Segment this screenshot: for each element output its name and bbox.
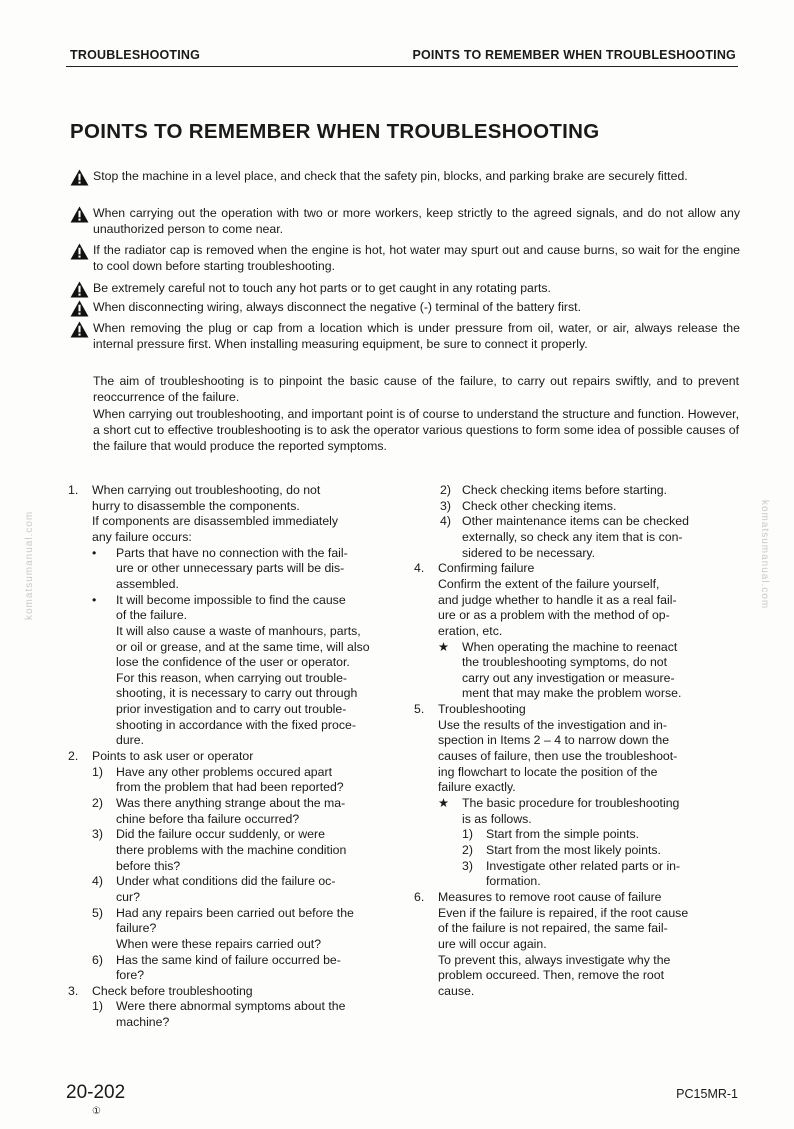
list-line: When carrying out troubleshooting, do not — [92, 483, 321, 497]
list-line: problem occureed. Then, remove the root — [438, 968, 665, 983]
list-marker: 1. — [68, 483, 79, 497]
intro-paragraph: When carrying out troubleshooting, and important point is of course to understand the structure and function. However, a short cut to effective troubleshooting is to ask the operator various questions to form some idea of possible causes of the failure that would produce the reported symptoms. — [93, 407, 739, 453]
list-line: Has the same kind of failure occurred be- — [116, 952, 341, 967]
list-line: spection in Items 2 – 4 to narrow down the — [438, 733, 670, 748]
list-line: assembled. — [116, 576, 179, 591]
list-marker: ★ — [438, 796, 450, 810]
warning-item — [70, 299, 740, 315]
list-marker: 2. — [68, 749, 79, 764]
list-marker: 2) — [440, 483, 451, 497]
list-line: Did the failure occur suddenly, or were — [116, 827, 325, 842]
model-number: PC15MR-1 — [676, 1087, 738, 1101]
list-marker: 3) — [462, 858, 473, 873]
list-line: Points to ask user or operator — [92, 749, 254, 764]
list-line: carry out any investigation or measure- — [462, 670, 675, 685]
list-line: the troubleshooting symptoms, do not — [462, 655, 668, 670]
list-marker: 1) — [92, 764, 103, 779]
list-line: Had any repairs been carried out before the — [116, 905, 354, 920]
page-number: 20-202 — [66, 1082, 126, 1103]
list-line: It will also cause a waste of manhours, parts, — [116, 623, 361, 638]
list-line: from the problem that had been reported? — [116, 780, 344, 795]
revision-mark: ① — [92, 1106, 101, 1117]
list-line: Confirming failure — [438, 561, 535, 576]
warning-item — [70, 205, 740, 237]
list-line: To prevent this, always investigate why the — [438, 952, 671, 967]
list-marker: 6. — [414, 889, 425, 904]
list-line: ure or other unnecessary parts will be dis- — [116, 561, 345, 576]
list-line: Investigate other related parts or in- — [486, 858, 681, 873]
list-line: cur? — [116, 889, 140, 904]
list-line: When operating the machine to reenact — [462, 639, 678, 654]
warning-item — [70, 168, 740, 184]
page-title: POINTS TO REMEMBER WHEN TROUBLESHOOTING — [70, 120, 600, 143]
warning-triangle-icon — [70, 321, 89, 338]
list-line: any failure occurs: — [92, 529, 192, 544]
header-section-title: TROUBLESHOOTING — [70, 48, 201, 62]
warning-triangle-icon — [70, 300, 89, 317]
list-line: If components are disassembled immediately — [92, 514, 339, 529]
warning-triangle-icon — [70, 243, 89, 260]
warning-triangle-icon — [70, 206, 89, 223]
warning-text: Be extremely careful not to touch any hot parts or to get caught in any rotating parts. — [93, 281, 551, 295]
list-marker: 4) — [92, 874, 103, 889]
list-line: cause. — [438, 983, 475, 998]
list-line: machine? — [116, 1015, 170, 1030]
warning-text: When carrying out the operation with two or more workers, keep strictly to the agreed signals, and do not allow any unauthorized person to come near. — [93, 206, 740, 236]
warning-triangle-icon — [70, 169, 89, 186]
list-marker: • — [92, 545, 97, 560]
list-line: Measures to remove root cause of failure — [438, 889, 662, 904]
list-line: sidered to be necessary. — [462, 545, 596, 560]
list-line: Was there anything strange about the ma- — [116, 796, 346, 810]
list-marker: ★ — [438, 639, 450, 654]
list-line: prior investigation and to carry out trouble- — [116, 702, 347, 717]
watermark-left: komatsumanual.com — [24, 510, 35, 620]
list-line: Check before troubleshooting — [92, 983, 253, 998]
list-marker: 2) — [92, 796, 103, 810]
list-line: there problems with the machine condition — [116, 842, 347, 857]
list-line: of the failure. — [116, 608, 188, 623]
list-line: dure. — [116, 733, 145, 748]
list-marker: 1) — [92, 999, 103, 1014]
list-line: shooting, it is necessary to carry out through — [116, 686, 358, 701]
list-line: ure or as a problem with the method of op- — [438, 608, 670, 623]
list-line: Have any other problems occured apart — [116, 764, 332, 779]
list-line: Confirm the extent of the failure yourself, — [438, 576, 660, 591]
list-line: It will become impossible to find the cause — [116, 592, 346, 607]
list-line: Under what conditions did the failure oc- — [116, 874, 336, 889]
warning-triangle-icon — [70, 281, 89, 298]
list-line: causes of failure, then use the troubleshoot- — [438, 749, 678, 764]
list-marker: 5. — [414, 702, 425, 717]
list-line: Troubleshooting — [438, 702, 526, 717]
list-line: ure will occur again. — [438, 936, 547, 951]
list-line: formation. — [486, 874, 541, 889]
list-line: Were there abnormal symptoms about the — [116, 999, 346, 1014]
list-marker: 5) — [92, 905, 103, 920]
list-line: The basic procedure for troubleshooting — [462, 796, 680, 810]
list-marker: • — [92, 592, 97, 607]
list-marker: 1) — [462, 827, 473, 842]
list-line: fore? — [116, 968, 145, 983]
list-line: Even if the failure is repaired, if the root cause — [438, 905, 689, 920]
list-line: failure exactly. — [438, 780, 516, 795]
list-marker: 2) — [462, 842, 473, 857]
warning-text: Stop the machine in a level place, and check that the safety pin, blocks, and parking brake are securely fitted. — [93, 169, 688, 183]
intro-paragraph: The aim of troubleshooting is to pinpoint the basic cause of the failure, to carry out repairs swiftly, and to prevent reoccurrence of the failure. — [93, 374, 739, 404]
list-line: chine before tha failure occurred? — [116, 811, 300, 826]
list-marker: 6) — [92, 952, 103, 967]
list-line: hurry to disassemble the components. — [92, 498, 300, 513]
warning-text: When removing the plug or cap from a location which is under pressure from oil, water, or air, always release the internal pressure first. When installing measuring equipment, be sure to connect it properly. — [93, 321, 740, 351]
warning-text: When disconnecting wiring, always disconnect the negative (-) terminal of the battery first. — [93, 300, 582, 314]
list-line: Parts that have no connection with the fail- — [116, 545, 348, 560]
header-page-title: POINTS TO REMEMBER WHEN TROUBLESHOOTING — [412, 48, 736, 62]
list-line: before this? — [116, 858, 181, 873]
list-line: Check other checking items. — [462, 498, 617, 513]
list-line: and judge whether to handle it as a real fail- — [438, 592, 677, 607]
header-divider — [66, 66, 738, 67]
list-line: Other maintenance items can be checked — [462, 514, 689, 529]
list-line: For this reason, when carrying out trouble- — [116, 670, 348, 685]
list-line: externally, so check any item that is con- — [462, 529, 683, 544]
list-marker: 4) — [440, 514, 451, 529]
list-line: is as follows. — [462, 811, 532, 826]
warning-item — [70, 320, 740, 352]
list-line: shooting in accordance with the fixed proce- — [116, 717, 356, 732]
list-line: failure? — [116, 921, 157, 936]
list-marker: 3. — [68, 983, 79, 998]
warning-text: If the radiator cap is removed when the engine is hot, hot water may spurt out and cause burns, so wait for the engine to cool down before starting troubleshooting. — [93, 243, 740, 273]
list-line: ment that may make the problem worse. — [462, 686, 682, 701]
list-line: ing flowchart to locate the position of the — [438, 764, 658, 779]
watermark-right: komatsumanual.com — [759, 500, 770, 610]
list-line: Start from the simple points. — [486, 827, 640, 842]
warning-item — [70, 280, 740, 296]
list-line: eration, etc. — [438, 623, 503, 638]
warning-item — [70, 242, 740, 274]
list-line: of the failure is not repaired, the same fail- — [438, 921, 668, 936]
list-line: When were these repairs carried out? — [116, 936, 322, 951]
list-line: Start from the most likely points. — [486, 842, 661, 857]
list-marker: 3) — [440, 498, 451, 513]
list-marker: 3) — [92, 827, 103, 842]
list-marker: 4. — [414, 561, 425, 576]
list-line: Use the results of the investigation and in- — [438, 717, 667, 732]
list-line: or oil or grease, and at the same time, will also — [116, 639, 370, 654]
list-line: lose the confidence of the user or operator. — [116, 655, 350, 670]
list-line: Check checking items before starting. — [462, 483, 668, 497]
